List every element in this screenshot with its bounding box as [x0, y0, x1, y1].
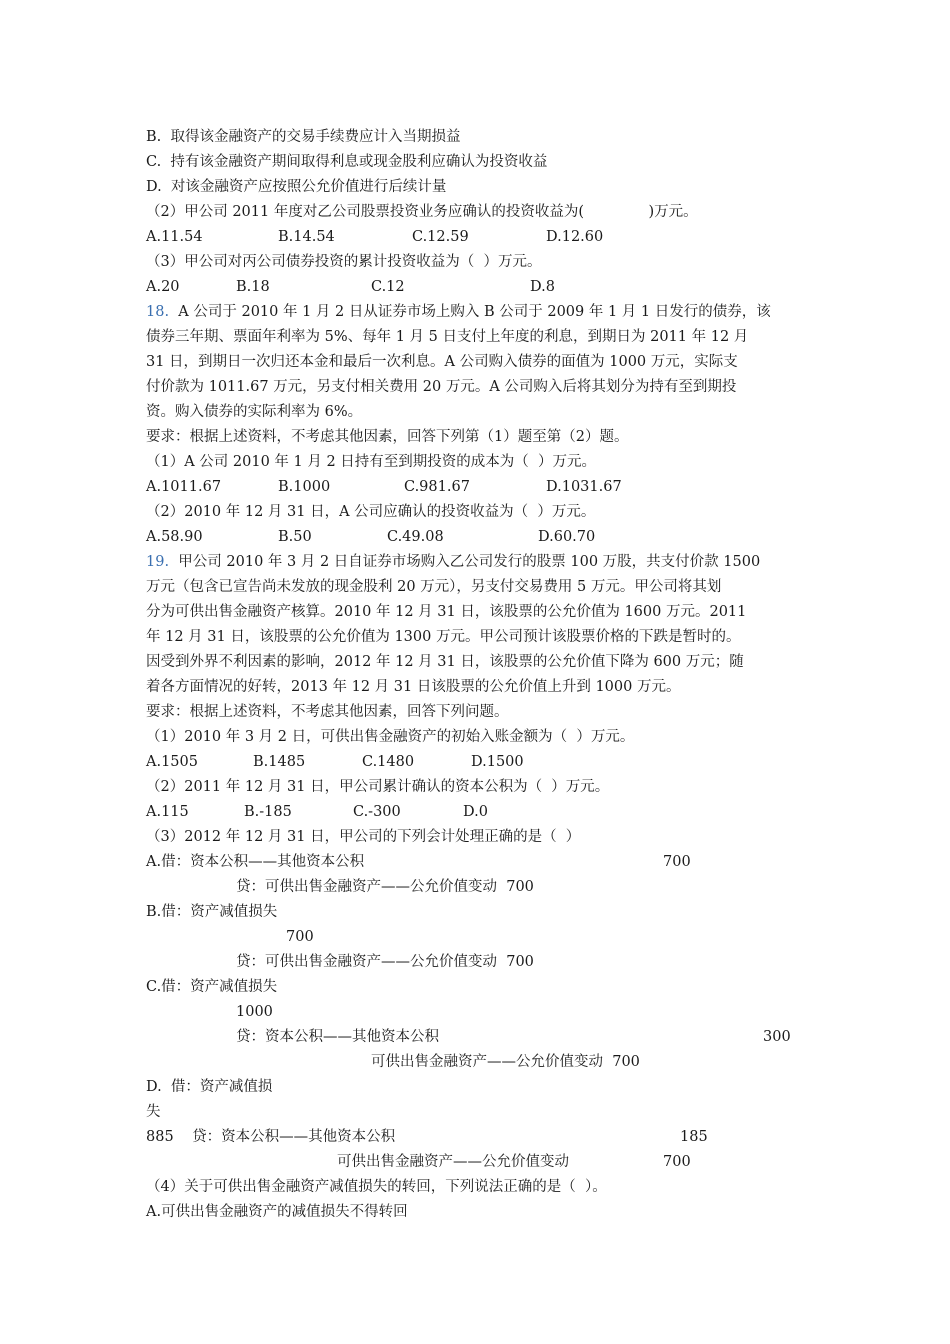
entry-d-credit-2: 可供出售金融资产——公允价值变动 — [337, 1154, 569, 1170]
sub-question-2: （2）甲公司 2011 年度对乙公司股票投资业务应确认的投资收益为( )万元。 — [146, 204, 698, 220]
choice-a: A.1011.67 — [146, 479, 222, 495]
paragraph-line: 着各方面情况的好转，2013 年 12 月 31 日该股票的公允价值上升到 1000 万元。 — [146, 679, 681, 695]
entry-c-credit-2: 可供出售金融资产——公允价值变动 700 — [371, 1054, 640, 1070]
choice-d: D.8 — [530, 279, 555, 295]
sub-question-2: （2）2010 年 12 月 31 日，A 公司应确认的投资收益为（ ）万元。 — [146, 504, 596, 520]
choice-c: C.-300 — [353, 804, 401, 820]
sub-question-3: （3）2012 年 12 月 31 日，甲公司的下列会计处理正确的是（ ） — [146, 829, 581, 845]
entry-a-debit-amount: 700 — [663, 854, 691, 870]
choice-c: C.12.59 — [412, 229, 469, 245]
entry-d-credit: 885 贷：资本公积——其他资本公积 — [146, 1129, 396, 1145]
paragraph-line: 资。购入债券的实际利率为 6%。 — [146, 404, 363, 420]
requirement: 要求：根据上述资料，不考虑其他因素，回答下列问题。 — [146, 704, 509, 720]
entry-c-credit-amount: 300 — [763, 1029, 791, 1045]
sub-question-4: （4）关于可供出售金融资产减值损失的转回，下列说法正确的是（ ）。 — [146, 1179, 607, 1195]
paragraph-line: 万元（包含已宣告尚未发放的现金股利 20 万元），另支付交易费用 5 万元。甲公司将其划 — [146, 579, 722, 595]
entry-d-debit-wrap: 失 — [146, 1104, 161, 1120]
entry-c-credit: 贷：资本公积——其他资本公积 — [236, 1029, 439, 1045]
entry-d-credit-amount: 185 — [680, 1129, 708, 1145]
requirement: 要求：根据上述资料，不考虑其他因素，回答下列第（1）题至第（2）题。 — [146, 429, 629, 445]
entry-b-credit: 贷：可供出售金融资产——公允价值变动 700 — [236, 954, 534, 970]
entry-c-debit-amount: 1000 — [236, 1004, 273, 1020]
sub-question-2: （2）2011 年 12 月 31 日，甲公司累计确认的资本公积为（ ）万元。 — [146, 779, 610, 795]
choice-a: A.115 — [146, 804, 189, 820]
sub-question-1: （1）2010 年 3 月 2 日，可供出售金融资产的初始入账金额为（ ）万元。 — [146, 729, 635, 745]
paragraph-line: 分为可供出售金融资产核算。2010 年 12 月 31 日，该股票的公允价值为 1600 万元。2011 — [146, 604, 747, 620]
choice-d: D.1500 — [471, 754, 524, 770]
choice-b: B.18 — [236, 279, 270, 295]
choice-b: B.50 — [278, 529, 312, 545]
choice-c: C.1480 — [362, 754, 415, 770]
question-18-line — [146, 302, 771, 322]
option-a: A.可供出售金融资产的减值损失不得转回 — [146, 1204, 408, 1220]
choice-b: B.1000 — [278, 479, 331, 495]
choice-c: C.12 — [371, 279, 405, 295]
paragraph-line: 因受到外界不利因素的影响，2012 年 12 月 31 日，该股票的公允价值下降为 600 万元；随 — [146, 654, 744, 670]
option-d: D. 对该金融资产应按照公允价值进行后续计量 — [146, 179, 447, 195]
choice-c: C.981.67 — [404, 479, 470, 495]
paragraph-line: 付价款为 1011.67 万元，另支付相关费用 20 万元。A 公司购入后将其划分为持有至到期投 — [146, 379, 737, 395]
choice-a: A.1505 — [146, 754, 198, 770]
entry-b-debit-amount: 700 — [286, 929, 314, 945]
option-c: C. 持有该金融资产期间取得利息或现金股利应确认为投资收益 — [146, 154, 548, 170]
choice-a: A.58.90 — [146, 529, 203, 545]
paragraph-text: 甲公司 2010 年 3 月 2 日自证券市场购入乙公司发行的股票 100 万股，共支付价款 1500 — [178, 554, 761, 570]
entry-a-debit: A.借：资本公积——其他资本公积 — [146, 854, 365, 870]
paragraph-text: A 公司于 2010 年 1 月 2 日从证券市场上购入 B 公司于 2009 年 1 月 1 日发行的债券，该 — [178, 304, 771, 320]
entry-c-debit: C.借：资产减值损失 — [146, 979, 278, 995]
choice-a: A.20 — [146, 279, 180, 295]
sub-question-1: （1）A 公司 2010 年 1 月 2 日持有至到期投资的成本为（ ）万元。 — [146, 454, 597, 470]
choice-d: D.1031.67 — [546, 479, 622, 495]
entry-a-credit: 贷：可供出售金融资产——公允价值变动 700 — [236, 879, 534, 895]
option-b: B. 取得该金融资产的交易手续费应计入当期损益 — [146, 129, 461, 145]
paragraph-line: 31 日，到期日一次归还本金和最后一次利息。A 公司购入债券的面值为 1000 万元，实际支 — [146, 354, 738, 370]
choice-d: D.12.60 — [546, 229, 604, 245]
choice-d: D.60.70 — [538, 529, 596, 545]
question-number: 19. — [146, 554, 170, 570]
choice-c: C.49.08 — [387, 529, 444, 545]
entry-b-debit: B.借：资产减值损失 — [146, 904, 278, 920]
choice-d: D.0 — [463, 804, 488, 820]
entry-d-credit-2-amount: 700 — [663, 1154, 691, 1170]
choice-b: B.14.54 — [278, 229, 335, 245]
sub-question-3: （3）甲公司对丙公司债券投资的累计投资收益为（ ）万元。 — [146, 254, 542, 270]
question-number: 18. — [146, 304, 170, 320]
paragraph-line: 债券三年期、票面年利率为 5%、每年 1 月 5 日支付上年度的利息，到期日为 2011 年 12 月 — [146, 329, 749, 345]
choice-a: A.11.54 — [146, 229, 203, 245]
choice-b: B.-185 — [244, 804, 292, 820]
paragraph-line: 年 12 月 31 日，该股票的公允价值为 1300 万元。甲公司预计该股票价格的下跌是暂时的。 — [146, 629, 741, 645]
entry-d-debit: D. 借：资产减值损 — [146, 1079, 273, 1095]
choice-b: B.1485 — [253, 754, 306, 770]
question-19-line — [146, 552, 760, 572]
